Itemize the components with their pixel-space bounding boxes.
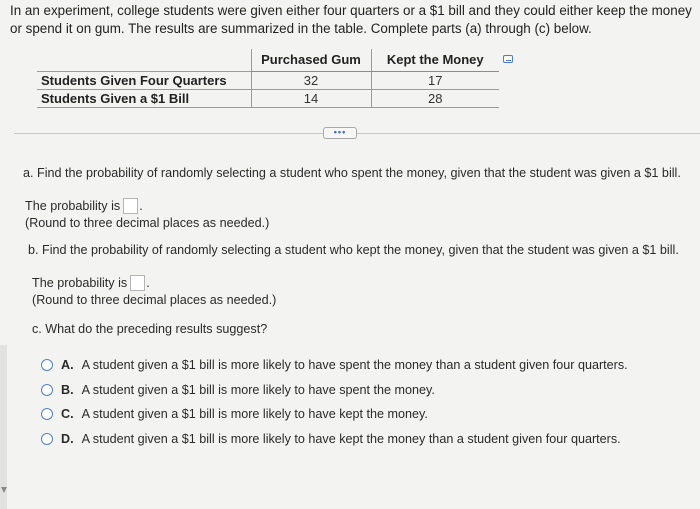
table-corner-header xyxy=(37,49,251,71)
table-cell: 14 xyxy=(251,89,371,107)
option-a[interactable] xyxy=(41,353,628,378)
part-a-question: a. Find the probability of randomly selecting a student who spent the money, given that the student was given a $1 bill. xyxy=(23,166,681,180)
column-header-purchased-gum: Purchased Gum xyxy=(251,49,371,71)
part-c-question: c. What do the preceding results suggest? xyxy=(32,322,268,336)
option-letter: A. xyxy=(61,358,74,373)
part-a-hint: (Round to three decimal places as needed.) xyxy=(25,216,270,230)
option-letter: D. xyxy=(61,431,74,446)
option-text: A student given a $1 bill is more likely to have spent the money. xyxy=(81,382,435,397)
section-divider xyxy=(14,133,700,134)
scroll-down-icon[interactable] xyxy=(1,487,7,493)
option-text: A student given a $1 bill is more likely to have kept the money. xyxy=(81,407,428,422)
problem-statement: In an experiment, college students were given either four quarters or a $1 bill and they could either keep the money or spend it on gum. The results are summarized in the table. Complete parts (a) through (c) below. xyxy=(10,3,692,36)
expand-button[interactable]: ••• xyxy=(323,127,357,139)
data-table xyxy=(37,49,499,108)
table-row xyxy=(37,89,499,107)
copy-table-icon[interactable] xyxy=(503,55,513,63)
option-d[interactable] xyxy=(41,427,628,452)
option-letter: C. xyxy=(61,407,74,422)
option-text: A student given a $1 bill is more likely to have spent the money than a student given four quarters. xyxy=(81,358,628,373)
part-a-answer-input[interactable] xyxy=(123,198,138,214)
table-row xyxy=(37,71,499,89)
radio-button[interactable] xyxy=(41,384,53,396)
part-a-answer-line xyxy=(25,198,143,214)
option-c[interactable] xyxy=(41,402,628,427)
part-b-question: b. Find the probability of randomly selecting a student who kept the money, given that the student was given a $1 bill. xyxy=(28,243,679,257)
part-b-answer-line xyxy=(32,275,150,291)
row-label: Students Given Four Quarters xyxy=(37,71,251,89)
part-a-prompt: The probability is xyxy=(25,199,121,213)
answer-options xyxy=(41,353,628,451)
part-b-hint: (Round to three decimal places as needed.) xyxy=(32,293,277,307)
scrollbar-track[interactable] xyxy=(0,345,7,509)
column-header-kept-money: Kept the Money xyxy=(371,49,499,71)
option-letter: B. xyxy=(61,382,74,397)
part-b-answer-input[interactable] xyxy=(130,275,145,291)
period: . xyxy=(139,199,143,213)
option-text: A student given a $1 bill is more likely to have kept the money than a student given four quarters. xyxy=(81,431,621,446)
period: . xyxy=(146,276,150,290)
row-label: Students Given a $1 Bill xyxy=(37,89,251,107)
table-cell: 28 xyxy=(371,89,499,107)
part-b-prompt: The probability is xyxy=(32,276,128,290)
table-cell: 32 xyxy=(251,71,371,89)
table-cell: 17 xyxy=(371,71,499,89)
option-b[interactable] xyxy=(41,378,628,403)
radio-button[interactable] xyxy=(41,408,53,420)
radio-button[interactable] xyxy=(41,359,53,371)
radio-button[interactable] xyxy=(41,433,53,445)
